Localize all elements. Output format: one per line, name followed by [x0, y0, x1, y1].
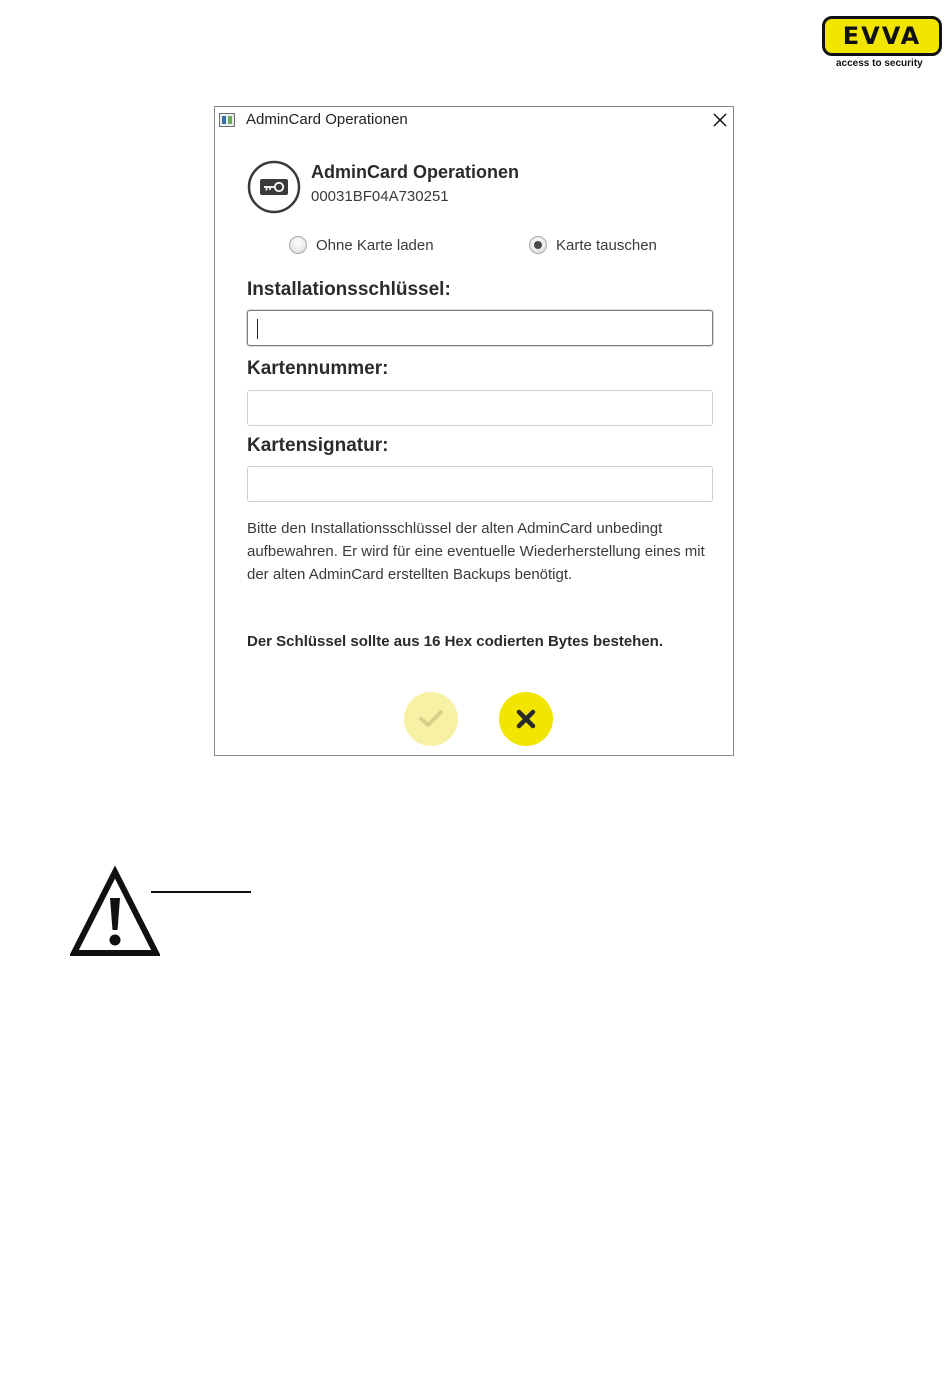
brand-logo: [820, 14, 948, 74]
logo-tagline: access to security: [836, 58, 923, 69]
logo-text: EVVA: [842, 22, 922, 50]
confirm-button[interactable]: [404, 692, 458, 746]
window-titlebar: [215, 107, 733, 135]
warning-triangle-icon: [70, 866, 160, 958]
dialog-title: AdminCard Operationen: [311, 162, 520, 182]
cancel-x-icon: [516, 709, 536, 729]
radio-label: Karte tauschen: [556, 236, 657, 254]
close-button[interactable]: [709, 109, 731, 131]
card-signature-input[interactable]: [247, 466, 713, 502]
card-number-input[interactable]: [247, 390, 713, 426]
cancel-button[interactable]: [499, 692, 553, 746]
check-icon: [418, 709, 444, 729]
text-caret: [257, 319, 258, 339]
install-key-input[interactable]: [247, 310, 713, 346]
admincard-dialog-window: [214, 106, 734, 756]
radio-load-without-card[interactable]: [289, 236, 434, 254]
radio-circle-checked: [529, 236, 547, 254]
warning-underline: [151, 891, 251, 893]
install-key-label: Installationsschlüssel:: [247, 279, 451, 300]
card-key-icon: [247, 160, 301, 214]
radio-circle-unchecked: [289, 236, 307, 254]
hint-text: Der Schlüssel sollte aus 16 Hex codierten Bytes bestehen.: [247, 633, 664, 650]
info-text: Bitte den Installationsschlüssel der alten AdminCard unbedingt aufbewahren. Er wird für eine eventuelle Wiederherstellung eines mit der alten AdminCard erstellten Backups benötigt.: [247, 520, 705, 583]
card-number-label: Kartennummer:: [247, 358, 389, 379]
close-icon: [713, 113, 727, 127]
card-id: 00031BF04A730251: [311, 188, 449, 205]
window-title: AdminCard Operationen: [246, 111, 408, 128]
app-icon: [219, 113, 235, 127]
radio-swap-card[interactable]: [529, 236, 657, 254]
radio-label: Ohne Karte laden: [316, 236, 434, 254]
logo-badge: [822, 16, 942, 56]
card-signature-label: Kartensignatur:: [247, 435, 389, 456]
